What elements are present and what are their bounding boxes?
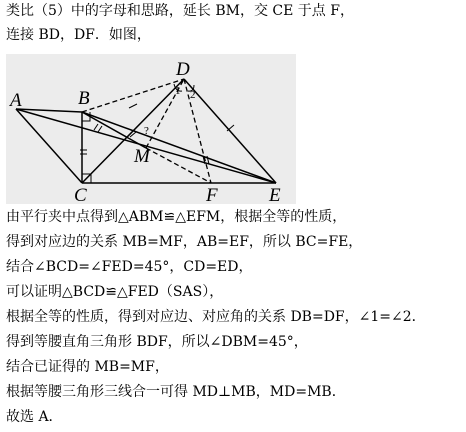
point-a-label: A xyxy=(10,90,22,111)
point-f-label: F xyxy=(206,185,218,204)
body-line-5: 根据全等的性质，得到对应边、对应角的关系 DB=DF，∠1=∠2． xyxy=(6,309,426,325)
body-line-7: 结合已证得的 MB=MF， xyxy=(6,359,169,375)
body-line-1: 由平行夹中点得到△ABM≌△EFM，根据全等的性质， xyxy=(6,209,347,225)
geometry-figure xyxy=(6,54,296,204)
body-line-2: 得到对应边的关系 MB=MF，AB=EF，所以 BC=FE， xyxy=(6,234,363,250)
angle-question-label: ? xyxy=(144,125,149,137)
body-line-8: 根据等腰三角形三线合一可得 MD⊥MB，MD=MB． xyxy=(6,384,346,400)
body-line-3: 结合∠BCD=∠FED=45°，CD=ED， xyxy=(6,259,253,275)
angle-one-label: 1 xyxy=(175,85,181,97)
point-e-label: E xyxy=(269,185,281,204)
point-m-label: M xyxy=(134,146,150,167)
body-line-4: 可以证明△BCD≌△FED（SAS）， xyxy=(6,284,224,300)
point-d-label: D xyxy=(176,59,190,80)
body-line-6: 得到等腰直角三角形 BDF，所以∠DBM=45°， xyxy=(6,334,308,350)
intro-line-1: 类比（5）中的字母和思路，延长 BM，交 CE 于点 F， xyxy=(6,3,354,19)
angle-two-label: 2 xyxy=(190,89,196,101)
point-c-label: C xyxy=(74,185,87,204)
body-line-9: 故选 A． xyxy=(6,409,63,425)
intro-line-2: 连接 BD，DF．如图， xyxy=(6,27,151,43)
point-b-label: B xyxy=(78,88,90,109)
